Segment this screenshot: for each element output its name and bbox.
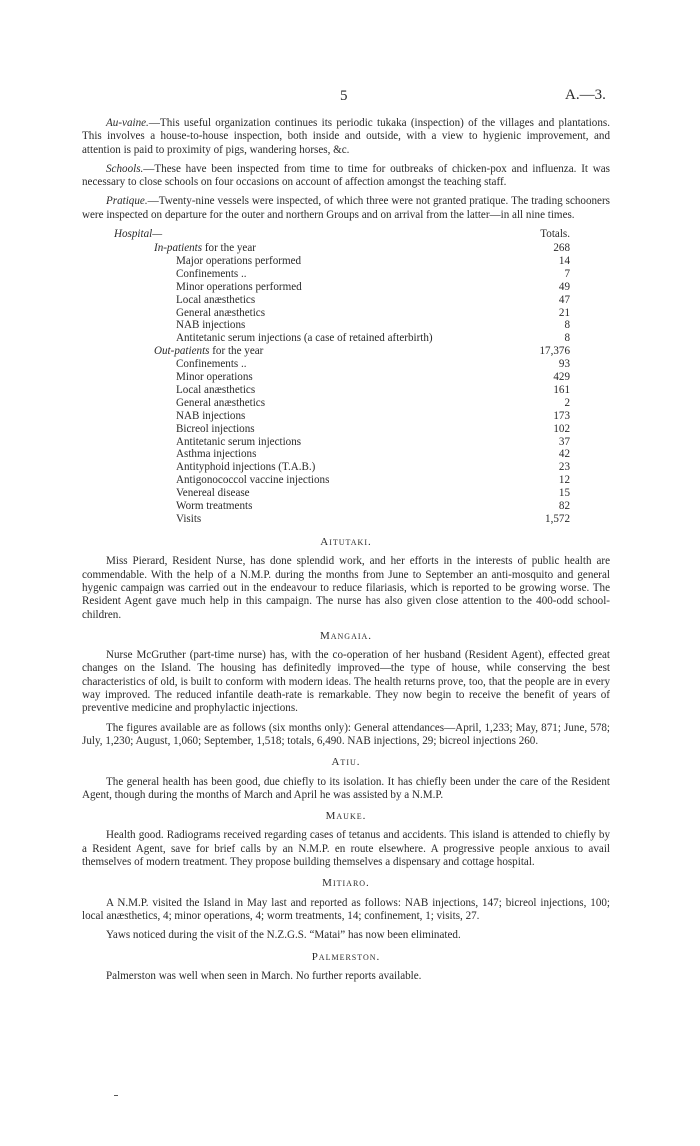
row-label: Minor operations performed xyxy=(176,280,302,293)
row-total: 42 xyxy=(558,448,570,461)
table-row xyxy=(82,436,570,449)
table-row xyxy=(82,410,570,423)
table-row xyxy=(82,281,570,294)
table-row xyxy=(82,474,570,487)
section-heading: Aitutaki. xyxy=(320,536,372,549)
row-label: Minor operations xyxy=(176,371,253,384)
table-row xyxy=(82,358,570,371)
row-total: 268 xyxy=(553,242,570,255)
row-label: Worm treatments xyxy=(176,500,253,513)
row-label: Bicreol injections xyxy=(176,422,255,435)
table-row xyxy=(82,384,570,397)
section-heading: Mangaia. xyxy=(319,629,373,642)
row-label: NAB injections xyxy=(176,409,246,422)
row-label: NAB injections xyxy=(176,319,246,332)
table-row xyxy=(82,461,570,474)
row-total: 2 xyxy=(564,396,570,409)
row-label: Confinements .. xyxy=(176,267,247,280)
row-label: Antitetanic serum injections xyxy=(176,435,302,448)
paragraph-au-vaine: Au-vaine.—This useful organization continues its periodic tukaka (inspection) of the villages and plantations. This involves a house-to-house inspection, both inside and outside, with a view to hygienic improvement, and attention is paid to proximity of pigs, wandering horses, &c. xyxy=(82,117,610,156)
section-paragraph: Nurse McGruther (part-time nurse) has, with the co-operation of her husband (Resident Agent), effected great changes on the Island. The housing has definitedly improved—the type of house, while conserving the best characteristics of old, is built to conform with modern ideas. The health returns prove, too, that the people are in every way improved. The reduced infantile death-rate is remarkable. They now begin to receive the benefit of years of preventive medicine and prophylactic injections. xyxy=(82,649,610,715)
row-label: General anæsthetics xyxy=(176,396,266,409)
row-total: 12 xyxy=(558,474,570,487)
section-heading: Atiu. xyxy=(331,756,361,769)
row-total: 15 xyxy=(558,487,570,500)
table-row xyxy=(82,487,570,500)
row-total: 1,572 xyxy=(545,512,570,525)
row-label: Local anæsthetics xyxy=(176,383,256,396)
section-paragraph: The general health has been good, due chiefly to its isolation. It has chiefly been under the care of the Resident Agent, though during the months of March and April he was assisted by a N.M.P. xyxy=(82,775,610,801)
table-row xyxy=(82,319,570,332)
row-total: 8 xyxy=(564,332,570,345)
row-total: 37 xyxy=(558,435,570,448)
paragraph-pratique: Pratique.—Twenty-nine vessels were inspected, of which three were not granted pratique. The trading schooners were inspected on departure for the outer and northern Groups and on arrival from the latter—in all nine times. xyxy=(82,195,610,221)
page-mark xyxy=(114,1095,118,1096)
row-label: Antityphoid injections (T.A.B.) xyxy=(176,461,316,474)
section-paragraph: The figures available are as follows (six months only): General attendances—April, 1,233; May, 871; June, 578; July, 1,230; August, 1,060; September, 1,518; totals, 6,490. NAB injections, 29; bicreol injections 260. xyxy=(82,721,610,747)
row-label: Local anæsthetics xyxy=(176,293,256,306)
section-paragraph: Health good. Radiograms received regarding cases of tetanus and accidents. This island is attended to chiefly by a Resident Agent, save for brief calls by an N.M.P. en route elsewhere. A progressive people anxious to avail themselves of modern treatment. They propose building themselves a dispensary and cottage hospital. xyxy=(82,829,610,869)
table-row xyxy=(82,423,570,436)
row-label: Antitetanic serum injections (a case of retained afterbirth) xyxy=(176,332,433,345)
row-total: 429 xyxy=(553,371,570,384)
table-row xyxy=(82,513,570,526)
row-total: 49 xyxy=(558,280,570,293)
hospital-heading: Hospital— xyxy=(114,228,163,241)
row-label: General anæsthetics xyxy=(176,306,266,319)
row-total: 21 xyxy=(558,306,570,319)
table-row xyxy=(82,448,570,461)
document-body xyxy=(82,117,610,989)
row-label: Antigonococcol vaccine injections xyxy=(176,474,330,487)
row-label: Visits xyxy=(176,512,202,525)
row-label: Confinements .. xyxy=(176,358,247,371)
table-row xyxy=(82,371,570,384)
table-row xyxy=(82,242,570,255)
table-row xyxy=(82,500,570,513)
row-total: 23 xyxy=(558,461,570,474)
row-label: Asthma injections xyxy=(176,448,257,461)
section-heading: Mitiaro. xyxy=(322,877,370,890)
row-label: Venereal disease xyxy=(176,487,250,500)
row-total: 47 xyxy=(558,293,570,306)
section-paragraph: Miss Pierard, Resident Nurse, has done splendid work, and her efforts in the interests of public health are commendable. With the help of a N.M.P. during the months from June to September an anti-mosquito and general hygenic campaign was carried out in the endeavour to reduce filariasis, which is reported to be growing worse. The Resident Agent gave much help in this campaign. The nurse has also given close attention to the 400-odd school-children. xyxy=(82,555,610,621)
island-sections xyxy=(82,536,610,983)
section-paragraph: Yaws noticed during the visit of the N.Z.G.S. “Matai” has now been eliminated. xyxy=(106,929,461,942)
page-number: 5 xyxy=(340,88,348,104)
row-total: 7 xyxy=(564,267,570,280)
table-row xyxy=(82,397,570,410)
section-paragraph: A N.M.P. visited the Island in May last and reported as follows: NAB injections, 147; bicreol injections, 100; local anæsthetics, 4; minor operations, 4; worm treatments, 14; confinement, 1; visits, 27. xyxy=(82,896,610,922)
document-reference: A.—3. xyxy=(565,87,606,103)
section-paragraph: Palmerston was well when seen in March. No further reports available. xyxy=(106,969,422,982)
table-row xyxy=(82,294,570,307)
row-total: 8 xyxy=(564,319,570,332)
row-total: 173 xyxy=(553,409,570,422)
row-total: 17,376 xyxy=(539,345,570,358)
table-row xyxy=(82,332,570,345)
table-row xyxy=(82,307,570,320)
row-label: Out-patients for the year xyxy=(154,345,264,358)
row-label: In-patients for the year xyxy=(154,242,256,255)
row-total: 102 xyxy=(553,422,570,435)
row-total: 14 xyxy=(558,254,570,267)
row-total: 161 xyxy=(553,383,570,396)
table-row xyxy=(82,268,570,281)
row-total: 93 xyxy=(558,358,570,371)
hospital-statistics-table xyxy=(82,228,610,528)
paragraph-schools: Schools.—These have been inspected from time to time for outbreaks of chicken-pox and influenza. It was necessary to close schools on four occasions on account of affection amongst the teaching staff. xyxy=(82,162,610,189)
section-heading: Mauke. xyxy=(325,810,367,823)
section-heading: Palmerston. xyxy=(311,950,381,963)
table-row xyxy=(82,345,570,358)
table-row xyxy=(82,255,570,268)
row-total: 82 xyxy=(558,500,570,513)
row-label: Major operations performed xyxy=(176,254,302,267)
totals-column-header: Totals. xyxy=(540,228,570,241)
